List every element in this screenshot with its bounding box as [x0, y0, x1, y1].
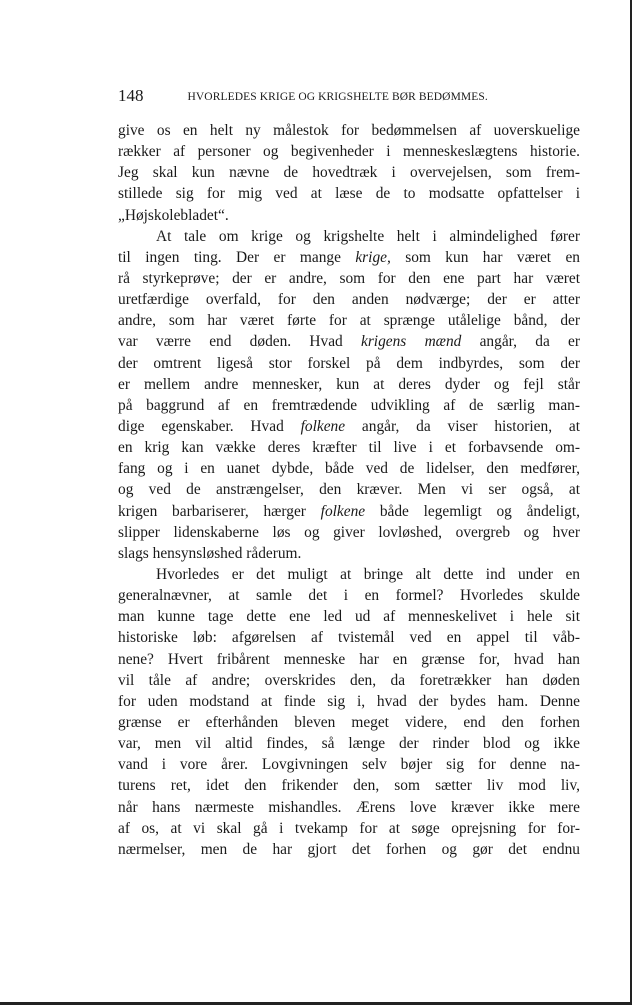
text-line: rækker af personer og begivenheder i menneskeslægtens historie.: [118, 143, 580, 161]
page-header: [118, 86, 588, 106]
text-line: rå styrkeprøve; der er andre, som for den ene part har været: [118, 269, 580, 287]
text-line: uretfærdige overfald, for den anden nødværge; der er atter: [118, 291, 580, 309]
body-text: [118, 120, 580, 860]
text-line: for uden modstand at finde sig i, hvad der bydes ham. Denne: [118, 692, 580, 710]
text-line: nærmelser, men de har gjort det forhen og gør det endnu: [118, 840, 580, 858]
text-line: slipper lidenskaberne løs og giver lovløshed, overgreb og hver: [118, 523, 580, 541]
running-head: HVORLEDES KRIGE OG KRIGSHELTE BØR BEDØMMES.: [187, 91, 488, 103]
text-line: generalnævner, at samle det i en formel? Hvorledes skulde: [118, 587, 580, 605]
text-line: på baggrund af en fremtrædende udvikling af de særlig man-: [118, 396, 580, 414]
text-line: historiske løb: afgørelsen af tvistemål ved en appel til våb-: [118, 629, 580, 647]
text-line: stillede sig for mig ved at læse de to modsatte opfattelser i: [118, 185, 580, 203]
text-line: vil tåle af andre; overskrides den, da foretrækker han døden: [118, 671, 580, 689]
text-line: krigen barbariserer, hærger folkene både legemligt og åndeligt,: [118, 502, 580, 520]
text-line: og ved de anstrængelser, den kræver. Men vi ser også, at: [118, 481, 580, 499]
text-line: var, men vil altid findes, så længe der rinder blod og ikke: [118, 735, 580, 753]
text-line: til ingen ting. Der er mange krige, som kun har været en: [118, 248, 580, 266]
text-line: er mellem andre mennesker, kun at deres dyder og fejl står: [118, 375, 580, 393]
text-line: en krig kan vække deres kræfter til live i et forbavsende om-: [118, 439, 580, 457]
text-line: grænse er efterhånden bleven meget videre, end den forhen: [118, 713, 580, 731]
page-number: 148: [118, 86, 144, 105]
text-line: dige egenskaber. Hvad folkene angår, da viser historien, at: [118, 417, 580, 435]
text-line: man kunne tage dette ene led ud af menneskelivet i hele sit: [118, 608, 580, 626]
text-line: slags hensynsløshed råderum.: [118, 544, 302, 562]
text-line: give os en helt ny målestok for bedømmelsen af uoverskuelige: [118, 122, 580, 139]
text-line: nene? Hvert fribårent menneske har en grænse for, hvad han: [118, 650, 580, 668]
text-line: fang og i en uanet dybde, både ved de lidelser, den medfører,: [118, 460, 580, 478]
text-line: andre, som har været førte for at sprænge utålelige bånd, der: [118, 312, 580, 330]
text-line: når hans nærmeste mishandles. Ærens love kræver ikke mere: [118, 798, 580, 816]
text-line: af os, at vi skal gå i tvekamp for at søge oprejsning for for-: [118, 819, 580, 837]
text-line: Hvorledes er det muligt at bringe alt dette ind under en: [156, 565, 580, 583]
text-line: At tale om krige og krigshelte helt i almindelighed fører: [156, 227, 580, 245]
text-line: der omtrent ligeså stor forskel på dem indbyrdes, som der: [118, 354, 580, 372]
text-line: var værre end døden. Hvad krigens mænd angår, da er: [118, 333, 580, 351]
text-line: Jeg skal kun nævne de hovedtræk i overvejelsen, som frem-: [118, 164, 580, 182]
text-line: turens ret, idet den frikender den, som sætter liv mod liv,: [118, 777, 580, 795]
text-line: vand i vore årer. Lovgivningen selv bøjer sig for denne na-: [118, 756, 580, 774]
text-line: „Højskolebladet“.: [118, 206, 229, 224]
